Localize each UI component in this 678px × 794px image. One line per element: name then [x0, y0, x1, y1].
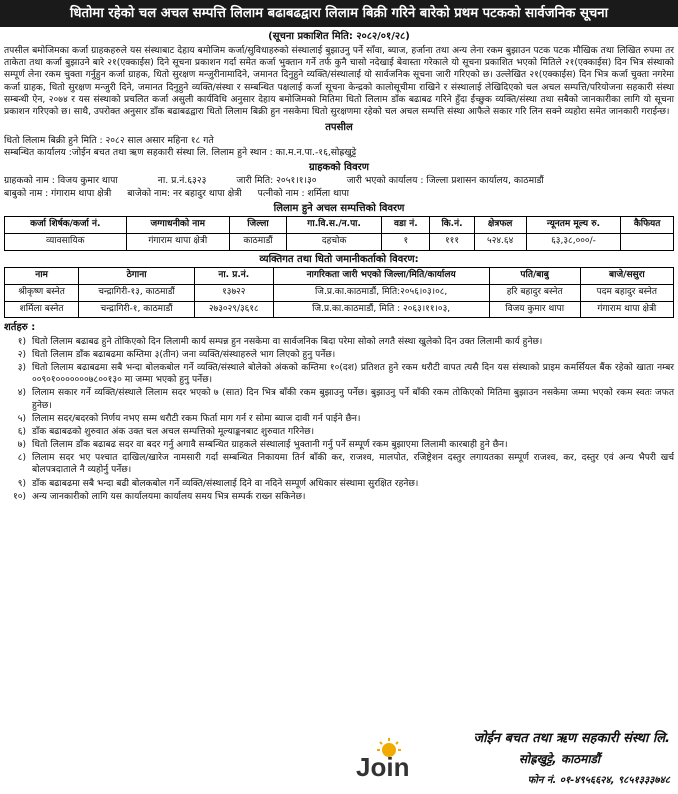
term-text: अन्य जानकारीको लागि यस कार्यालयमा कार्यालय समय भित्र सम्पर्क राख्न सकिनेछ। [32, 491, 306, 502]
borrower-grandfather: बाजेको नाम: नर बहादुर थापा क्षेत्री [127, 187, 242, 199]
organization-name: जोईन बचत तथा ऋण सहकारी संस्था लि. [473, 731, 670, 746]
property-column-header: गा.वि.स./न.पा. [287, 216, 382, 233]
term-text: लिलाम सदर भए पश्चात दाखिल/खारेज नामसारी गर्दा सम्बन्धित निकायमा तिर्न बाँकी कर, राजश्व, मालपोत, रजिष्ट्रेशन दस्तुर लगायतका सम्पूर्ण राजश्व, कर, दस्तुर एवं अन्य भैपरी खर्च बोलपत्रदाताले नै व्यहोर्नु पर्नेछ। [32, 453, 674, 476]
logo-text: Join [356, 752, 410, 782]
term-text: डाँक बढाबढमा सबै भन्दा बढी बोलकबोल गर्ने व्यक्ति/संस्थालाई दिने वा नदिने सम्पूर्ण अधिकार संस्थामा सुरक्षित रहनेछ। [32, 478, 419, 489]
term-item [4, 452, 674, 476]
property-cell [621, 233, 674, 250]
guarantor-cell: शर्मिला बस्नेत [5, 301, 79, 318]
guarantor-column-header: नाम [5, 267, 79, 284]
property-cell: दहचोक [287, 233, 382, 250]
term-item [4, 426, 674, 438]
property-cell: ६३,३८,०००/- [526, 233, 620, 250]
property-column-header: न्यूनतम मूल्य रु. [526, 216, 620, 233]
property-cell: व्यावसायिक [5, 233, 127, 250]
guarantors-body [5, 284, 674, 318]
term-item [4, 491, 674, 503]
intro-paragraph: तपसील बमोजिमका कर्जा ग्राहकहरुले यस संस्थाबाट देहाय बमोजिम कर्जा/सुविधाहरुको संस्थालाई बुझाउनु पर्ने साँवा, ब्याज, हर्जाना तथा अन्य लेना रकम बुझाउन पटक पटक मौखिक तथा लिखित रुपमा तर ताकेता तथा कर्जा बुझाउने बारे २१(एक्काईस) दिने सूचना प्रकाशन गर्दा समेत कर्जा भुक्तान गर्ने तर्फ कुनै चासो नदेखाई बेवास्ता गरेकाले यो सूचना प्रकाशित भएको मितिले २१(एक्काईस) दिन भित्र संस्थाको सम्पूर्ण लेना रकम चुक्ता गर्नुहुन कर्जा ग्राहक, धितो सुरक्षण मन्जुरीनामादिने, जमानत दिनुहुने व्यक्ति/संस्थालाई यो सार्वजनिक सूचना जारी गरिएको छ। उल्लेखित २१(एक्काईस) दिन भित्र कर्जा चुक्ता नगरेमा कर्जा ग्राहक, धितो सुरक्षण मन्जुरी दिने, जमानत दिनुहुने व्यक्ति/संस्था र सम्बन्धित पक्षलाई कर्जा सूचना केन्द्रको कालोसूचीमा राखिने र संस्थालाई लेखिदिएको चल अचल सम्पत्ति/परियोजना सहकारी संस्था सम्बन्धी ऐन, २०७४ र यस संस्थाको प्रचलित कर्जा असुली कार्यविधि अनुसार देहाय बमोजिमको मितिमा धितो लिलाम डाँक बढाबढ गरिने हुँदा ईच्छुक व्यक्ति/संस्था तथा सबैको जानकारीका लागि यो सूचना प्रकाशन गरिएको छ। साथै, उपरोक्त अनुसार डाँक बढाबढद्वारा धितो लिलाम बिक्री हुन नसकेमा धितो सुरक्षणमा रहेको चल अचल सम्पत्ति संस्था आफैले सकार गरि लिन सक्ने व्यहोरा समेत जानकारी गराईन्छ। [4, 45, 674, 118]
term-text: धितो लिलाम डाँक बढाबढमा कम्तिमा ३(तीन) जना व्यक्ति/संस्थाहरुले भाग लिएको हुनु पर्नेछ। [32, 349, 336, 360]
property-cell: काठमाडौं [229, 233, 286, 250]
guarantor-row [5, 284, 674, 301]
term-item [4, 413, 674, 425]
term-item [4, 439, 674, 451]
guarantor-row [5, 301, 674, 318]
property-cell: १११ [430, 233, 474, 250]
property-column-header: जग्गाधनीको नाम [126, 216, 229, 233]
term-text: धितो लिलाम डाँक बढाबढ सदर वा बदर गर्नु अगावै सम्बन्धित ग्राहकले संस्थालाई भुक्तानी गर्नु पर्ने सम्पूर्ण रकम बुझाएमा लिलामी कारबाही हुने छैन। [32, 440, 508, 451]
term-number: ३) [17, 362, 26, 373]
property-table [4, 216, 674, 251]
property-heading: लिलाम हुने अचल सम्पत्तिको विवरण [273, 202, 405, 214]
term-number: २) [17, 349, 26, 360]
property-column-header: कर्जा शिर्षक/कर्जा नं. [5, 216, 127, 233]
term-number: ८) [17, 453, 26, 464]
guarantor-cell: चन्द्रागिरी-१३, काठमाडौं [79, 284, 195, 301]
borrower-issued-date: जारी मिति: २०५१।१।३० [236, 175, 317, 187]
term-text: लिलाम सकार गर्ने व्यक्ति/संस्थाले लिलाम सदर भएको ७ (सात) दिन भित्र बाँकी रकम बुझाउनु पर्नेछ। बुझाउनु पर्ने बाँकी रकम तोकिएको मितिमा बुझाउन नसकेमा जम्मा भएको रकम स्वतः जफत हुनेछ। [32, 388, 674, 411]
borrower-citizenship: ना. प्र.नं.६३२३ [157, 175, 207, 187]
borrower-row-2 [4, 188, 674, 200]
property-cell: ५२४.६४ [474, 233, 526, 250]
borrower-name: ग्राहकको नाम : विजय कुमार थापा [4, 175, 118, 187]
organization-address: सोह्रखुट्टे, काठमाडौं [518, 752, 600, 766]
term-item [4, 349, 674, 361]
guarantors-heading: व्यक्तिगत तथा धितो जमानीकर्ताको विवरण: [259, 253, 419, 265]
guarantor-cell: जि.प्र.का.काठमाडौं, मिति:२०५६।०३।०८, [273, 284, 489, 301]
term-item [4, 387, 674, 411]
guarantor-cell: २७३०२९/३६१८ [194, 301, 273, 318]
guarantor-column-header: ठेगाना [79, 267, 195, 284]
details-heading: तपसील [325, 121, 353, 133]
property-column-header: कि.नं. [430, 216, 474, 233]
term-item [4, 362, 674, 386]
guarantor-cell: पदम बहादुर बस्नेत [580, 284, 673, 301]
borrower-heading: ग्राहकको विवरण [308, 162, 369, 174]
term-item [4, 478, 674, 490]
borrower-wife: पत्नीको नाम : शर्मिला थापा [257, 187, 349, 199]
term-number: ९) [17, 478, 26, 489]
office-location-line: सम्बन्धित कार्यालय :जोईन बचत तथा ऋण सहकारी संस्था लि. लिलाम हुने स्थान : का.म.न.पा.-१६,सोह्रखुट्टे [4, 147, 357, 159]
publication-date: (सूचना प्रकाशित मिति: २०८२/०१/२८) [268, 31, 410, 43]
property-column-header: क्षेत्रफल [474, 216, 526, 233]
terms-list [4, 336, 674, 503]
term-number: ५) [17, 413, 26, 424]
guarantors-table [4, 267, 674, 319]
term-text: धितो लिलाम बढाबढमा सबै भन्दा बोलकबोल गर्ने व्यक्ति/संस्थाले बोलेको अंकको कम्तिमा १०(दश) प्रतिशत हुने रकम धरौटी वापत त्यसै दिन यस संस्थाको प्राइम कमर्सियल बैंक रहेको खाता नम्बर ००९०१०००००००७८००१३० मा जम्मा भएको हुनु पर्नेछ। [32, 362, 674, 386]
notice-title: धितोमा रहेको चल अचल सम्पत्ति लिलाम बढाबढद्वारा लिलाम बिक्री गरिने बारेको प्रथम पटकको सार्वजनिक सूचना [0, 0, 678, 27]
borrower-father: बाबुको नाम : गंगाराम थापा क्षेत्री [4, 187, 112, 199]
guarantor-column-header: ना. प्र.नं. [194, 267, 273, 284]
guarantors-header-row [5, 267, 674, 284]
terms-heading: शर्तहरु : [4, 322, 36, 334]
term-item [4, 336, 674, 348]
auction-date: धितो लिलाम बिक्री हुने मिति : २०८२ साल असार महिना १८ गते [4, 134, 214, 146]
term-number: १०) [12, 491, 26, 502]
guarantor-cell: हरि बहादुर बस्नेत [489, 284, 580, 301]
property-cell: गंगाराम थापा क्षेत्री [126, 233, 229, 250]
property-column-header: जिल्ला [229, 216, 286, 233]
guarantor-cell: चन्द्रागिरी-१, काठमाडौं [79, 301, 195, 318]
term-text: धितो लिलाम बढाबढ हुने तोकिएको दिन लिलामी कार्य सम्पन्न हुन नसकेमा वा सार्वजनिक बिदा परेमा सोको लगतै संस्था खुलेको दिन उक्त लिलामी कार्य हुनेछ। [32, 336, 543, 347]
phone-numbers: फोन नं. ०१-४९५६६२४, ९८५१३३३७४८ [527, 775, 670, 786]
term-number: ७) [17, 440, 26, 451]
guarantor-column-header: नागरिकता जारी भएको जिल्ला/मिति/कार्यालय [273, 267, 489, 284]
guarantor-cell: गंगाराम थापा क्षेत्री [580, 301, 673, 318]
guarantor-cell: १३७२२ [194, 284, 273, 301]
borrower-issuing-office: जारी भएको कार्यालय : जिल्ला प्रशासन कार्यालय, काठमाडौं [346, 175, 544, 187]
guarantor-cell: श्रीकृष्ण बस्नेत [5, 284, 79, 301]
term-text: लिलाम सदर/बदरको निर्णय नभए सम्म धरौटी रकम फिर्ता माग गर्न र सोमा ब्याज दावी गर्न पाईने छैन। [32, 413, 361, 424]
term-number: ६) [17, 426, 26, 437]
guarantor-cell: विजय कुमार थापा [489, 301, 580, 318]
guarantor-column-header: बाजे/ससुरा [580, 267, 673, 284]
guarantor-column-header: पति/बाबु [489, 267, 580, 284]
property-row [5, 233, 674, 250]
term-text: डाँक बढाबढको शुरुवात अंक उक्त चल अचल सम्पत्तिको मूल्याङ्कनबाट शुरुवात गरिनेछ। [32, 426, 315, 437]
property-header-row [5, 216, 674, 233]
guarantor-cell: जि.प्र.का.काठमाडौं, मिति : २०६३।११।०३, [273, 301, 489, 318]
join-logo [352, 736, 442, 790]
footer [0, 728, 678, 792]
property-cell: १ [382, 233, 430, 250]
term-number: १) [17, 336, 26, 347]
borrower-row-1 [4, 175, 674, 187]
property-body [5, 233, 674, 250]
property-column-header: कैफियत [621, 216, 674, 233]
term-number: ४) [17, 388, 26, 399]
property-column-header: वडा नं. [382, 216, 430, 233]
